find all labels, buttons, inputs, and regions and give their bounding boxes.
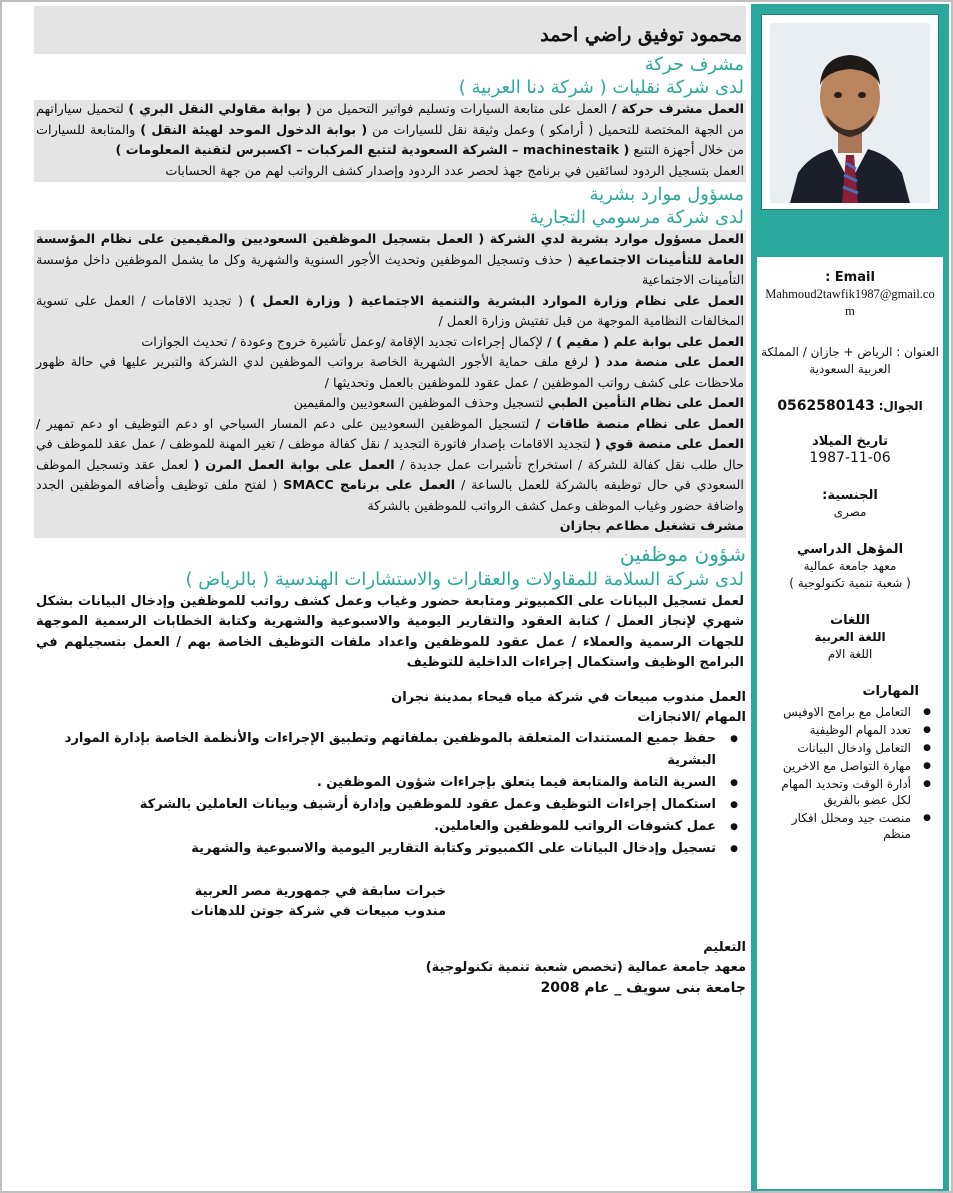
phone-value: 0562580143 [777, 398, 875, 414]
job-3-role: شؤون موظفين [619, 541, 746, 566]
education-line2: جامعة بنى سويف _ عام 2008 [540, 979, 746, 996]
education-line2: ( شعبة تنمية تكنولوجية ) [789, 576, 911, 590]
address: العنوان : الرياض + جازان / المملكة العربية السعودية [761, 345, 939, 376]
job-2-p4-bold: العمل على منصة مدد ( [594, 355, 744, 370]
languages-section [757, 612, 943, 663]
skill-item: ● مهارة التواصل مع الاخرين [761, 758, 937, 774]
job-1-p1-bold2: ( بوابة مقاولي النقل البري ) [128, 102, 312, 117]
nationality-value: مصرى [833, 505, 867, 519]
job-2 [34, 184, 746, 538]
job-2-p6-bold2: العمل على منصة قوي ( [594, 437, 744, 452]
candidate-name: محمود توفيق راضي احمد [34, 6, 746, 54]
email-section [757, 269, 943, 320]
job-1 [34, 54, 746, 182]
education-line1: معهد جامعة عمالية (تخصص شعبة تنمية تكنولوجية) [425, 959, 746, 975]
job-3-company: لدى شركة السلامة للمقاولات والعقارات والاستشارات الهندسية ( بالرياض ) [185, 568, 744, 590]
job-2-p6-text: لتسجيل الموظفين السعوديين على دعم المسار السياحي او دعم التوظيف او دعم تمهير / [36, 416, 536, 432]
job-2-p6-bold: العمل على نظام منصة طاقات / [535, 416, 744, 432]
job-1-p1-bold3: ( بوابة الدخول الموحد لهيئة النقل ) [140, 122, 368, 138]
job-3 [34, 540, 746, 674]
birth-section [757, 433, 943, 467]
job-2-role: مسؤول موارد بشرية [589, 184, 744, 205]
job-1-p2: العمل بتسجيل الردود لسائقين في برنامج جهذ لحصر عدد الردود وإصدار كشف الرواتب لهم من جهة الحسابات [165, 163, 744, 179]
job-2-p4-text: لرفع ملف حماية الأجور الشهرية الخاصة برواتب الموظفين لدي الشركة والتبرير عليها في حالة ظهور ملاحظات على كشف رواتب الموظفين / عمل عقود للموظفين بالعمل وتحديثها / [36, 355, 744, 391]
job-2-p1-bold: العمل مسؤول موارد بشرية لدي الشركة ( العمل بتسجيل الموظفين السعوديين والمقيمين على نظام المؤسسة العامة للتأمينات الاجتماعية [36, 232, 744, 268]
task-item: ● حفظ جميع المستندات المتعلقة بالموظفين بملفاتهم وتطبيق الإجراءات والأنظمة الخاصة بإدارة الموارد البشرية [34, 728, 716, 772]
education-section [757, 541, 943, 592]
job-2-p5-bold: العمل على نظام التأمين الطبي [547, 396, 744, 411]
nationality-label: الجنسية: [822, 488, 878, 503]
birth-label: تاريخ الميلاد [812, 434, 888, 449]
job-1-p1-bold4: ( machinestaik – الشركة السعودية لتتبع المركبات – اكسبرس لتقنية المعلومات ) [115, 143, 630, 158]
profile-photo-image [770, 23, 930, 203]
skill-item: ● التعامل مع برامج الاوفيس [761, 704, 937, 720]
birth-value: 1987-11-06 [809, 450, 891, 466]
job-2-description [34, 230, 746, 538]
job-1-company: لدى شركة نقليات ( شركة دنا العربية ) [458, 77, 744, 98]
email-value: Mahmoud2tawfik1987@gmail.com [765, 287, 935, 318]
skills-label: المهارات [862, 684, 919, 699]
job-2-p6-bold3: العمل على بوابة العمل المرن ( [193, 457, 395, 473]
phone-label: الجوال: [878, 399, 923, 413]
job-4-tasks-label: المهام /الانجازات [637, 709, 746, 725]
task-item: ● عمل كشوفات الرواتب للموظفين والعاملين. [34, 816, 716, 838]
job-1-p1-text2: لتحميل سياراتهم من الجهة المختصة للتحميل ( أرامكو ) وعمل وثيقة نقل للسيارات من [36, 102, 745, 138]
previous-line: مندوب مبيعات في شركة جوتن للدهانات [190, 903, 446, 919]
previous-title: خبرات سابقة في جمهورية مصر العربية [194, 883, 446, 899]
job-4-tasks [34, 728, 746, 860]
job-2-p5-text: لتسجيل وحذف الموظفين السعوديين والمقيمين [293, 396, 548, 411]
job-2-p6-text2: لتجديد الاقامات بإصدار فاتورة التجديد / نقل كفالة موظف / تغير المهنة للموظف / عمل عقد للموظف في حال طلب نقل كفالة للشركة / استخراج تأشيرات عمل جديدة / [36, 437, 744, 473]
job-1-role: مشرف حركة [644, 54, 744, 75]
phone-section [757, 398, 943, 415]
job-1-p1-bold: العمل مشرف حركة / [611, 102, 744, 117]
job-2-company: لدى شركة مرسومي التجارية [529, 207, 744, 228]
task-item: ● تسجيل وإدخال البيانات على الكمبيوتر وكتابة التقارير اليومية والاسبوعية والشهرية [34, 838, 716, 860]
skills-section [757, 683, 943, 700]
education-line1: معهد جامعة عمالية [803, 559, 897, 573]
profile-photo [761, 14, 939, 210]
skill-item: ● منصت جيد ومحلل افكار منظم [761, 810, 937, 842]
job-2-p3-bold: العمل على بوابة علم ( مقيم ) / [546, 334, 744, 350]
skills-list [757, 704, 943, 842]
language-level: اللغة الام [827, 647, 873, 661]
job-4-title: العمل مندوب مبيعات في شركة مياه فيحاء بمدينة نجران [391, 689, 746, 705]
task-item: ● استكمال إجراءات التوظيف وعمل عقود للموظفين وإدارة أرشيف وبيانات العاملين بالشركة [34, 794, 716, 816]
job-2-p6-bold4: العمل على برنامج SMACC [283, 478, 456, 493]
main-content [34, 6, 746, 998]
job-2-p6-text3: لعمل عقد وتسجيل الموظف السعودي في حال توظيفه بالشركة للعمل بالساعة / [36, 457, 744, 493]
skill-item: ● تعدد المهام الوظيفية [761, 722, 937, 738]
sidebar [751, 4, 949, 1191]
job-1-description [34, 100, 746, 182]
education [34, 938, 746, 998]
job-1-p1-text: العمل على متابعة السيارات وتسليم فواتير التحميل من [311, 102, 612, 117]
language-name: اللغة العربية [814, 630, 886, 644]
email-label: Email : [825, 270, 875, 285]
job-2-p3-text: لإكمال إجراءات تجديد الإقامة /وعمل تأشيرة خروج وعودة / تحديث الجوازات [141, 334, 547, 350]
previous-experience [34, 882, 746, 922]
education-label: المؤهل الدراسي [796, 542, 904, 557]
sidebar-info [757, 257, 943, 1189]
person-portrait-icon [770, 23, 930, 203]
task-item: ● السرية التامة والمتابعة فيما يتعلق بإجراءات شؤون الموظفين . [34, 772, 716, 794]
job-1-p1-text3: والمتابعة للسيارات من خلال أجهزة التتبع [36, 122, 744, 158]
skill-item: ● أدارة الوقت وتحديد المهام لكل عضو بالفريق [761, 776, 937, 808]
job-2-p2-bold: العمل على نظام وزارة الموارد البشرية والتنمية الاجتماعية ( وزارة العمل ) [249, 293, 744, 309]
job-2-p1-text: ( حذف وتسجيل الموظفين وتحديث الأجور السنوية والشهرية وكل ما يشمل الموظفين داخل مؤسسة التأمينات الاجتماعية [36, 252, 744, 288]
job-2-p2-text: ( تجديد الاقامات / العمل على تسوية المخالفات النظامية الموجهة من قبل تفتيش وزارة العمل / [36, 293, 744, 329]
skill-item: ● التعامل وادخال البيانات [761, 740, 937, 756]
job-4 [34, 688, 746, 860]
languages-label: اللغات [830, 613, 870, 628]
job-2-p7-bold: مشرف تشغيل مطاعم بجازان [559, 519, 744, 534]
education-title: التعليم [703, 939, 746, 955]
nationality-section [757, 487, 943, 521]
job-2-p6-text4: ( لفتح ملف توظيف وأضافه الموظفين الجدد واضافة حضور وغياب الموظف وعمل كشف الرواتب للموظفين بالشركة [36, 478, 744, 514]
job-3-description: لعمل تسجيل البيانات على الكمبيوتر ومتابعة حضور وغياب وعمل كشف رواتب للموظفين وإدخال البيانات بشكل شهري لإنجاز العمل / كتابة العقود والتقارير اليومية والاسبوعية والشهرية وكتابة الخطابات الرسمية الموجهة للجهات الرسمية والعملاء / عمل عقود للموظفين واعداد ملفات التوظيف الخاصة بهم / العمل بتسجيلهم في البرامج الوظيف واستكمال إجراءات الداخلية للتوظيف [36, 593, 744, 670]
